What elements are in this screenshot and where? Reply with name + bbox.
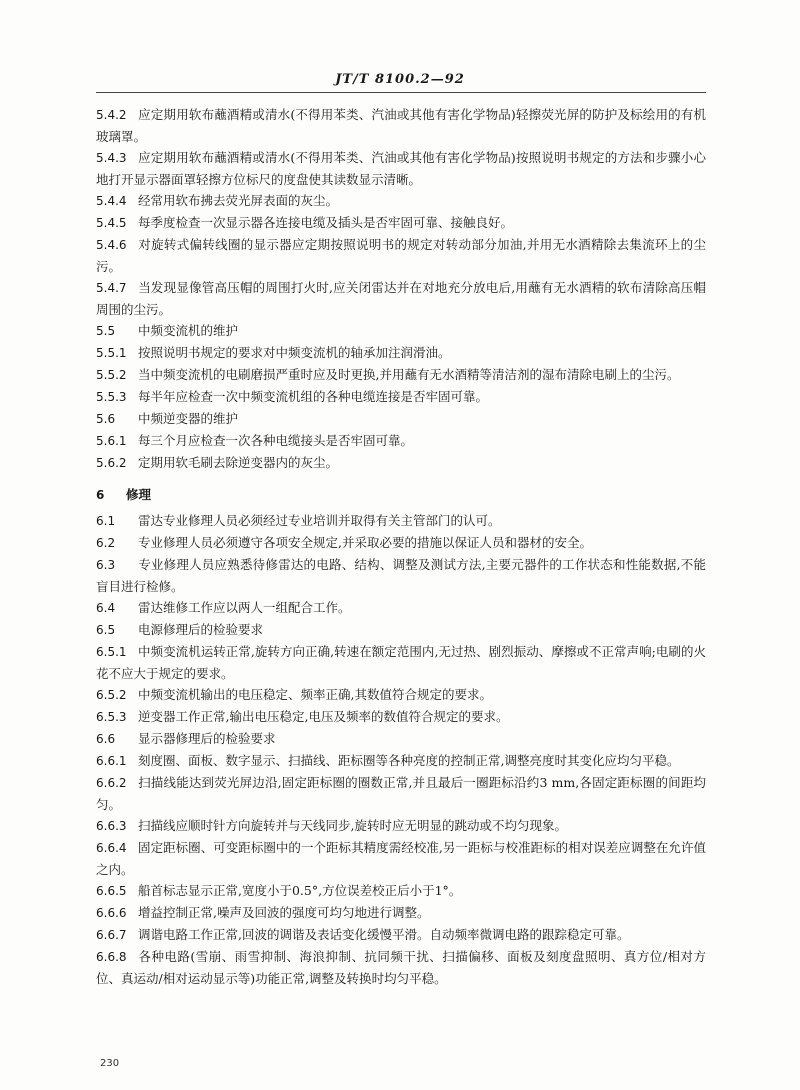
clause-number: 6.5 bbox=[96, 623, 116, 637]
clause-6-6-8 bbox=[96, 946, 706, 989]
clause-6-6-2 bbox=[96, 772, 706, 815]
clause-number: 6.5.3 bbox=[96, 710, 127, 724]
clause-number: 5.5.1 bbox=[96, 346, 127, 360]
clause-text: 每季度检查一次显示器各连接电缆及插头是否牢固可靠、接触良好。 bbox=[138, 215, 514, 230]
clause-6-4 bbox=[96, 597, 706, 619]
clause-5-5-3 bbox=[96, 386, 706, 408]
clause-6-5-2 bbox=[96, 684, 706, 706]
clause-text: 电源修理后的检验要求 bbox=[138, 622, 264, 637]
clause-text: 中频逆变器的维护 bbox=[138, 411, 239, 426]
clause-5-4-5 bbox=[96, 212, 706, 234]
clause-6-5 bbox=[96, 619, 706, 641]
clause-number: 6.6.5 bbox=[96, 884, 127, 898]
clause-text: 对旋转式偏转线圈的显示器应定期按照说明书的规定对转动部分加油,并用无水酒精除去集流环上的尘污。 bbox=[96, 237, 706, 274]
clause-5-5-1 bbox=[96, 342, 706, 364]
clause-number: 5.4.3 bbox=[96, 151, 127, 165]
clause-text: 每半年应检查一次中频变流机组的各种电缆连接是否牢固可靠。 bbox=[138, 389, 489, 404]
clause-number: 6.6.8 bbox=[96, 950, 127, 964]
clause-number: 6.6.2 bbox=[96, 776, 127, 790]
clause-number: 5.5.2 bbox=[96, 368, 127, 382]
clause-text: 经常用软布拂去荧光屏表面的灰尘。 bbox=[138, 193, 339, 208]
clause-text: 调谐电路工作正常,回波的调谐及表话变化缓慢平滑。自动频率微调电路的跟踪稳定可靠。 bbox=[138, 927, 630, 942]
clause-text: 中频变流机运转正常,旋转方向正确,转速在额定范围内,无过热、剧烈振动、摩擦或不正常声响;电刷的火花不应大于规定的要求。 bbox=[96, 644, 706, 681]
clause-5-4-4 bbox=[96, 190, 706, 212]
clause-number: 6.5.1 bbox=[96, 645, 127, 659]
clause-number: 6.5.2 bbox=[96, 688, 127, 702]
clause-number: 5.6 bbox=[96, 412, 116, 426]
clause-number: 5.5 bbox=[96, 324, 116, 338]
clause-number: 6.6 bbox=[96, 732, 116, 746]
clause-text: 雷达专业修理人员必须经过专业培训并取得有关主管部门的认可。 bbox=[138, 513, 501, 528]
clause-6-6-4 bbox=[96, 837, 706, 880]
clause-text: 中频变流机输出的电压稳定、频率正确,其数值符合规定的要求。 bbox=[138, 687, 492, 702]
clause-number: 5.4.7 bbox=[96, 281, 127, 295]
clause-number: 6.3 bbox=[96, 558, 116, 572]
clause-number: 6.6.4 bbox=[96, 841, 127, 855]
clause-text: 当发现显像管高压帽的周围打火时,应关闭雷达并在对地充分放电后,用蘸有无水酒精的软布清除高压帽周围的尘污。 bbox=[96, 280, 706, 317]
clause-text: 应定期用软布蘸酒精或清水(不得用苯类、汽油或其他有害化学物品)轻擦荧光屏的防护及标绘用的有机玻璃罩。 bbox=[96, 107, 706, 144]
clause-5-5 bbox=[96, 320, 706, 342]
clause-number: 5.6.2 bbox=[96, 456, 127, 470]
header-rule bbox=[96, 92, 706, 93]
clause-number: 5.4.4 bbox=[96, 194, 127, 208]
clause-6-5-1 bbox=[96, 641, 706, 684]
clause-6-6 bbox=[96, 728, 706, 750]
clause-number: 6.6.1 bbox=[96, 754, 127, 768]
section-heading-6 bbox=[96, 484, 706, 506]
clause-text: 各种电路(雪崩、雨雪抑制、海浪抑制、抗同频干扰、扫描偏移、面板及刻度盘照明、真方位/相对方位、真运动/相对运动显示等)功能正常,调整及转换时均匀平稳。 bbox=[96, 949, 706, 986]
clause-number: 6.2 bbox=[96, 536, 116, 550]
clause-6-6-3 bbox=[96, 815, 706, 837]
clause-6-6-7 bbox=[96, 924, 706, 946]
clause-number: 5.6.1 bbox=[96, 434, 127, 448]
clause-number: 5.4.5 bbox=[96, 216, 127, 230]
clause-text: 当中频变流机的电刷磨损严重时应及时更换,并用蘸有无水酒精等清洁剂的湿布清除电刷上的尘污。 bbox=[138, 367, 680, 382]
clause-5-4-2 bbox=[96, 104, 706, 147]
clause-6-1 bbox=[96, 510, 706, 532]
clause-number: 5.4.6 bbox=[96, 238, 127, 252]
document-body bbox=[96, 104, 706, 989]
clause-number: 6.1 bbox=[96, 514, 116, 528]
clause-5-4-7 bbox=[96, 277, 706, 320]
clause-text: 显示器修理后的检验要求 bbox=[138, 731, 276, 746]
clause-6-3 bbox=[96, 554, 706, 597]
clause-6-5-3 bbox=[96, 706, 706, 728]
clause-text: 应定期用软布蘸酒精或清水(不得用苯类、汽油或其他有害化学物品)按照说明书规定的方法和步骤小心地打开显示器面罩轻擦方位标尺的度盘使其读数显示清晰。 bbox=[96, 150, 706, 187]
clause-5-5-2 bbox=[96, 364, 706, 386]
clause-number: 6.6.7 bbox=[96, 928, 127, 942]
clause-text: 每三个月应检查一次各种电缆接头是否牢固可靠。 bbox=[138, 433, 414, 448]
section-number: 6 bbox=[96, 488, 105, 502]
clause-number: 6.4 bbox=[96, 601, 116, 615]
clause-text: 船首标志显示正常,宽度小于0.5°,方位误差校正后小于1°。 bbox=[138, 883, 462, 898]
clause-number: 5.5.3 bbox=[96, 390, 127, 404]
clause-5-6-2 bbox=[96, 452, 706, 474]
clause-text: 专业修理人员必须遵守各项安全规定,并采取必要的措施以保证人员和器材的安全。 bbox=[138, 535, 592, 550]
clause-5-6-1 bbox=[96, 430, 706, 452]
clause-text: 扫描线应顺时针方向旋转并与天线同步,旋转时应无明显的跳动或不均匀现象。 bbox=[138, 818, 567, 833]
clause-text: 按照说明书规定的要求对中频变流机的轴承加注润滑油。 bbox=[138, 345, 451, 360]
clause-text: 中频变流机的维护 bbox=[138, 323, 239, 338]
clause-6-6-1 bbox=[96, 750, 706, 772]
clause-5-6 bbox=[96, 408, 706, 430]
clause-text: 增益控制正常,噪声及回波的强度可均匀地进行调整。 bbox=[138, 905, 430, 920]
clause-text: 雷达维修工作应以两人一组配合工作。 bbox=[138, 600, 351, 615]
clause-5-4-6 bbox=[96, 234, 706, 277]
clause-5-4-3 bbox=[96, 147, 706, 190]
clause-text: 扫描线能达到荧光屏边沿,固定距标圈的圈数正常,并且最后一圈距标沿约3 mm,各固定距标圈的间距均匀。 bbox=[96, 775, 706, 812]
clause-text: 逆变器工作正常,输出电压稳定,电压及频率的数值符合规定的要求。 bbox=[138, 709, 509, 724]
clause-6-6-5 bbox=[96, 880, 706, 902]
clause-text: 刻度圈、面板、数字显示、扫描线、距标圈等各种亮度的控制正常,调整亮度时其变化应均匀平稳。 bbox=[138, 753, 680, 768]
clause-6-6-6 bbox=[96, 902, 706, 924]
clause-number: 5.4.2 bbox=[96, 108, 127, 122]
clause-6-2 bbox=[96, 532, 706, 554]
clause-text: 固定距标圈、可变距标圈中的一个距标其精度需经校准,另一距标与校准距标的相对误差应调整在允许值之内。 bbox=[96, 840, 706, 877]
page-number: 230 bbox=[100, 1058, 120, 1069]
clause-number: 6.6.6 bbox=[96, 906, 127, 920]
clause-text: 定期用软毛刷去除逆变器内的灰尘。 bbox=[138, 455, 339, 470]
section-title: 修理 bbox=[126, 487, 152, 502]
clause-number: 6.6.3 bbox=[96, 819, 127, 833]
clause-text: 专业修理人员应熟悉待修雷达的电路、结构、调整及测试方法,主要元器件的工作状态和性能数据,不能盲目进行检修。 bbox=[96, 557, 706, 594]
standard-code-header: JT/T 8100.2—92 bbox=[335, 72, 465, 87]
